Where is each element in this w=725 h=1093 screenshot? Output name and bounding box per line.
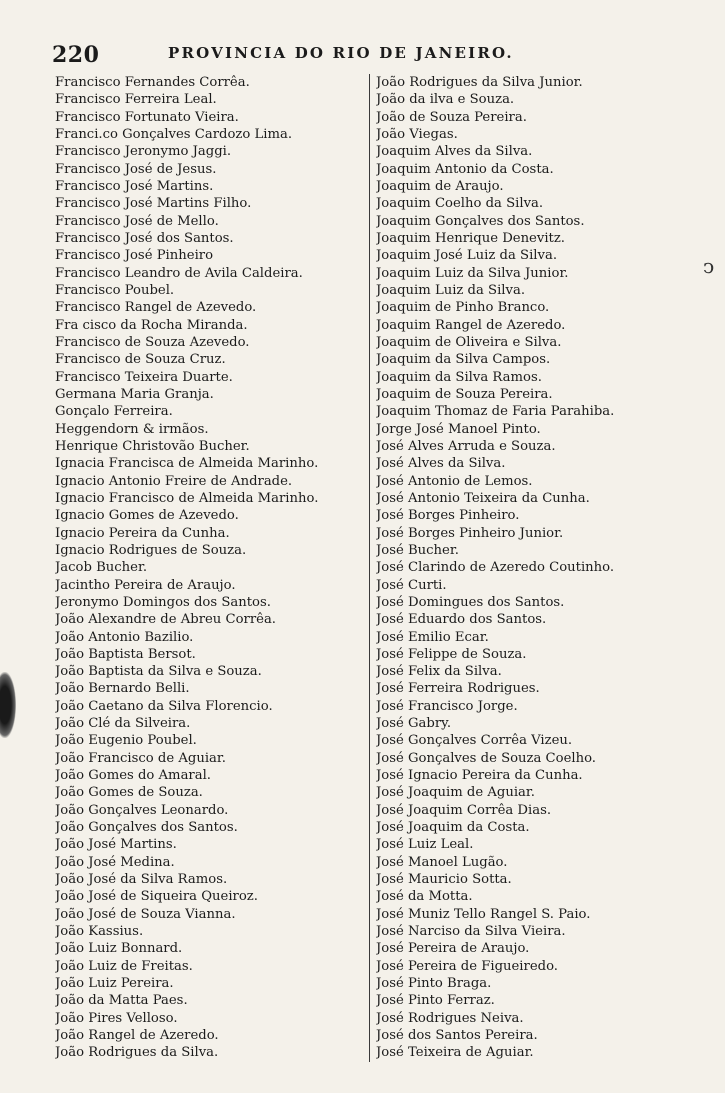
left-name-column [55,74,367,1062]
list-item: Joaquim Antonio da Costa. [376,161,554,177]
list-item: José Muniz Tello Rangel S. Paio. [376,906,591,922]
list-item: João Baptista da Silva e Souza. [55,664,262,680]
list-item: Francisco José Martins. [55,178,214,194]
list-item: Francisco Fernandes Corrêa. [55,75,250,90]
list-item: Ignacio Francisco de Almeida Marinho. [55,490,319,506]
list-item: João Francisco de Aguiar. [55,750,226,766]
list-item: José Gonçalves de Souza Coelho. [376,750,596,766]
page-header [0,38,725,68]
list-item: João José de Siqueira Queiroz. [55,889,258,905]
list-item: Henrique Christovão Bucher. [55,438,250,454]
list-item: José Joaquim de Aguiar. [376,785,535,801]
list-item: José Alves Arruda e Souza. [376,438,556,454]
list-item: José Rodrigues Neiva. [376,1010,524,1026]
list-item: José Pinto Braga. [376,976,492,992]
list-item: José Narciso da Silva Vieira. [376,924,566,940]
list-item: José Felix da Silva. [376,664,502,680]
list-item: João Alexandre de Abreu Corrêa. [55,612,276,628]
list-item: João Gomes do Amaral. [55,768,212,784]
list-item: José Joaquim da Costa. [376,820,530,836]
list-item: João Eugenio Poubel. [55,733,197,749]
list-item: Joaquim José Luiz da Silva. [376,248,558,264]
list-item: Francisco de Souza Azevedo. [55,334,250,350]
list-item: José Antonio Teixeira da Cunha. [376,490,590,506]
list-item: Gonçalo Ferreira. [55,404,173,420]
list-item: José dos Santos Pereira. [376,1028,538,1044]
list-item: José Pinto Ferraz. [376,993,495,1009]
list-item: João Luiz Bonnard. [55,941,183,957]
list-item: Ignacio Pereira da Cunha. [55,525,230,541]
list-item: Germana Maria Granja. [55,386,214,402]
list-item: Joaquim de Pinho Branco. [376,300,550,316]
list-item: Francisco Leandro de Avila Caldeira. [55,265,303,281]
list-item: João Antonio Bazilio. [55,629,194,645]
list-item: João Rangel de Azeredo. [55,1028,219,1044]
list-item: José Gabry. [376,716,452,732]
list-item: Francisco José dos Santos. [55,230,234,246]
list-item: Joaquim Luiz da Silva. [376,282,526,298]
margin-mark: ↄ [703,254,715,278]
list-item: Joaquim Gonçalves dos Santos. [376,213,585,229]
list-item: José Ignacio Pereira da Cunha. [376,768,583,784]
list-item: José Pereira de Araujo. [376,941,530,957]
list-item: José Felippe de Souza. [376,646,527,662]
column-divider [369,74,370,1062]
right-name-column [373,74,668,1062]
list-item: Francisco José Pinheiro [55,248,214,264]
list-item: João José Medina. [55,854,175,870]
list-item: José Borges Pinheiro Junior. [376,525,564,541]
list-item: José Emilio Ecar. [376,629,489,645]
list-item: Joaquim de Souza Pereira. [376,386,553,402]
list-item: Joaquim Rangel de Azeredo. [376,317,566,333]
list-item: Francisco Jeronymo Jaggi. [55,144,232,160]
list-item: João Caetano da Silva Florencio. [55,698,273,714]
list-item: João José de Souza Vianna. [55,906,236,922]
list-item: Jorge José Manoel Pinto. [376,421,541,437]
list-item: Joaquim Alves da Silva. [376,144,533,160]
list-item: José Luiz Leal. [376,837,474,853]
list-item: José Domingues dos Santos. [376,594,565,610]
list-item: João Kassius. [55,924,144,940]
list-item: Francisco Teixeira Duarte. [55,369,233,385]
list-item: João Viegas. [376,126,458,142]
list-item: José Eduardo dos Santos. [376,612,547,628]
list-item: Joaquim de Oliveira e Silva. [376,334,562,350]
list-item: Francisco Poubel. [55,282,175,298]
list-item: João Baptista Bersot. [55,646,196,662]
list-item: Joaquim Coelho da Silva. [376,196,544,212]
list-item: Francisco Rangel de Azevedo. [55,300,257,316]
list-item: João Clé da Silveira. [55,716,191,732]
list-item: João Pires Velloso. [55,1010,178,1026]
list-item: João José da Silva Ramos. [55,872,228,888]
list-item: João Rodrigues da Silva Junior. [376,75,583,90]
list-item: Francisco José de Jesus. [55,161,217,177]
list-item: José Alves da Silva. [376,456,506,472]
list-item: João Rodrigues da Silva. [55,1045,219,1061]
list-item: Fra cisco da Rocha Miranda. [55,317,248,333]
list-item: José Francisco Jorge. [376,698,518,714]
list-item: João Gonçalves dos Santos. [55,820,238,836]
list-item: Francisco José Martins Filho. [55,196,252,212]
list-item: José Mauricio Sotta. [376,872,512,888]
list-item: Joaquim Henrique Denevitz. [376,230,565,246]
list-item: Francisco de Souza Cruz. [55,352,226,368]
ink-blot [0,672,16,738]
list-item: José Pereira de Figueiredo. [376,958,558,974]
list-item: José Borges Pinheiro. [376,508,520,524]
list-item: José Ferreira Rodrigues. [376,681,540,697]
list-item: Ignacio Gomes de Azevedo. [55,508,239,524]
list-item: Heggendorn & irmãos. [55,421,209,437]
list-item: Francisco Ferreira Leal. [55,92,217,108]
list-item: Jeronymo Domingos dos Santos. [55,594,271,610]
list-item: Joaquim de Araujo. [376,178,504,194]
list-item: Franci.co Gonçalves Cardozo Lima. [55,126,293,142]
list-item: Joaquim da Silva Ramos. [376,369,542,385]
list-item: José Teixeira de Aguiar. [376,1045,534,1061]
list-item: João José Martins. [55,837,177,853]
list-item: João Gomes de Souza. [55,785,203,801]
list-item: Ignacia Francisca de Almeida Marinho. [55,456,319,472]
list-item: José Joaquim Corrêa Dias. [376,802,552,818]
list-item: Joaquim Thomaz de Faria Parahiba. [376,404,615,420]
running-title: PROVINCIA DO RIO DE JANEIRO. [168,44,514,62]
list-item: Ignacio Antonio Freire de Andrade. [55,473,293,489]
list-item: João Bernardo Belli. [55,681,190,697]
list-item: Jacintho Pereira de Araujo. [55,577,236,593]
list-item: João Luiz Pereira. [55,976,174,992]
list-item: João Gonçalves Leonardo. [55,802,229,818]
list-item: João da Matta Paes. [55,993,188,1009]
list-item: Joaquim da Silva Campos. [376,352,551,368]
list-item: José Antonio de Lemos. [376,473,533,489]
list-item: José da Motta. [376,889,473,905]
list-item: Joaquim Luiz da Silva Junior. [376,265,569,281]
list-item: João da ilva e Souza. [376,92,515,108]
list-item: João Luiz de Freitas. [55,958,193,974]
list-item: José Clarindo de Azeredo Coutinho. [376,560,615,576]
list-item: Ignacio Rodrigues de Souza. [55,542,247,558]
list-item: José Gonçalves Corrêa Vizeu. [376,733,573,749]
list-item: Jacob Bucher. [55,560,148,576]
list-item: José Curti. [376,577,447,593]
list-item: José Bucher. [376,542,459,558]
page-number: 220 [52,42,100,68]
list-item: Francisco José de Mello. [55,213,219,229]
list-item: João de Souza Pereira. [376,109,527,125]
list-item: José Manoel Lugão. [376,854,508,870]
list-item: Francisco Fortunato Vieira. [55,109,239,125]
